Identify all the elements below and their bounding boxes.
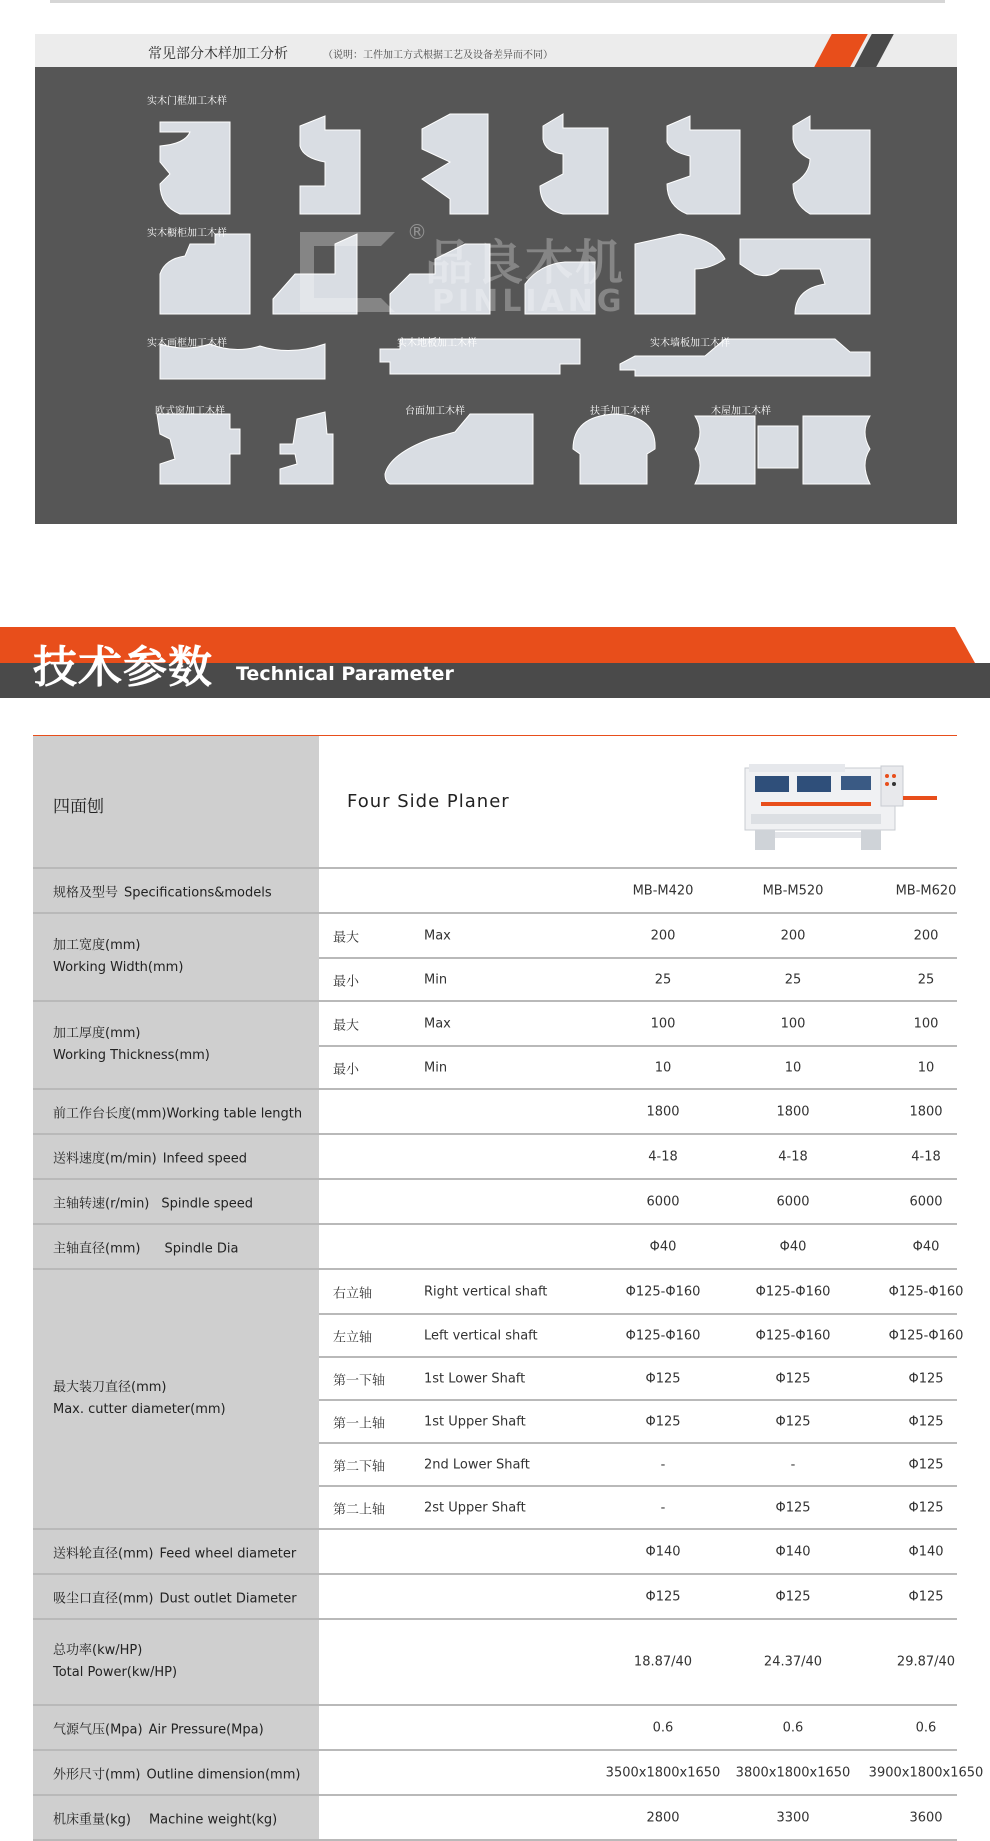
label-cn: 送料速度(m/min) (53, 1151, 157, 1166)
sub-label-en: 2st Upper Shaft (424, 1500, 526, 1515)
sub-row (319, 1313, 964, 1356)
value-cell: 6000 (646, 1194, 680, 1209)
label-cn: 加工宽度(mm) (53, 938, 141, 953)
sub-label-cn: 第二下轴 (333, 1459, 386, 1474)
category-wall: 实木墙板加工木样 (650, 338, 730, 349)
sub-row (319, 1002, 957, 1045)
value-cell: Φ140 (775, 1544, 811, 1559)
door-frame-profile-5 (667, 116, 740, 214)
label-working-width (33, 914, 319, 1000)
sub-label-cn: 左立轴 (333, 1330, 373, 1345)
sub-label-cn: 第二上轴 (333, 1502, 386, 1517)
value-cell: 10 (784, 1060, 802, 1075)
wood-house-profile-1 (695, 416, 755, 484)
value-cell: Φ125 (908, 1371, 944, 1386)
value-cell: Φ125 (908, 1500, 944, 1515)
sub-label-cn: 最大 (333, 930, 360, 945)
label-spindle-dia (33, 1225, 319, 1268)
sub-row (319, 1356, 957, 1399)
value-cell: Φ40 (649, 1239, 677, 1254)
sub-label-cn: 第一下轴 (333, 1373, 386, 1388)
category-door-frame: 实木门框加工木样 (147, 96, 227, 107)
value-cell: 200 (913, 928, 939, 943)
row-feed-wheel (33, 1530, 957, 1575)
sub-label-cn: 右立轴 (333, 1286, 373, 1301)
value-cell: 100 (913, 1016, 939, 1031)
value-cell: Φ125-Φ160 (755, 1328, 831, 1343)
value-cell: 10 (917, 1060, 935, 1075)
sub-row (319, 1485, 957, 1528)
value-cell: 2800 (646, 1810, 680, 1825)
wood-house-profile-3 (803, 416, 870, 484)
label-en: Feed wheel diameter (159, 1546, 297, 1561)
label-table-length (33, 1090, 319, 1133)
label-dust-outlet (33, 1575, 319, 1618)
label-cn: 主轴转速(r/min) (53, 1196, 150, 1211)
label-en: Infeed speed (162, 1151, 248, 1166)
label-cn: 主轴直径(mm) (53, 1241, 141, 1256)
value-cell: 100 (780, 1016, 806, 1031)
door-frame-profile-2 (300, 116, 360, 214)
label-working-thickness (33, 1002, 319, 1088)
value-cell: 6000 (909, 1194, 943, 1209)
sub-label-en: Min (424, 1060, 448, 1075)
value-cell: 4-18 (911, 1149, 941, 1164)
value-cell: Φ125-Φ160 (888, 1328, 964, 1343)
banner-title-cn: 技术参数 (33, 642, 213, 693)
row-spindle-speed (33, 1180, 957, 1225)
label-cn: 前工作台长度(mm) (53, 1106, 167, 1121)
value-cell: Φ125 (645, 1414, 681, 1429)
value-cell: 25 (917, 972, 935, 987)
label-en: Outline dimension(mm) (146, 1767, 301, 1782)
value-cell: Φ125 (908, 1457, 944, 1472)
value-cell: - (660, 1457, 666, 1472)
wood-samples-panel (35, 34, 957, 524)
category-wood-house: 木屋加工木样 (711, 406, 771, 417)
value-cell: 1800 (909, 1104, 943, 1119)
category-floor: 实木地板加工木样 (397, 338, 477, 349)
product-name-cn: 四面刨 (53, 797, 104, 817)
value-cell: 4-18 (778, 1149, 808, 1164)
sub-label-en: 2nd Lower Shaft (424, 1457, 530, 1472)
label-en: Working table length (166, 1106, 303, 1121)
planer-machine-image (741, 758, 941, 858)
sub-label-cn: 最小 (333, 1062, 360, 1077)
label-cn: 送料轮直径(mm) (53, 1546, 154, 1561)
value-cell: Φ125 (645, 1371, 681, 1386)
label-en: Dust outlet Diameter (159, 1591, 297, 1606)
cabinet-profile-6 (740, 239, 870, 314)
label-machine-weight (33, 1796, 319, 1839)
label-en: Working Width(mm) (53, 960, 184, 975)
row-dust-outlet (33, 1575, 957, 1620)
door-frame-profile-3 (422, 114, 488, 214)
sub-row (319, 1399, 957, 1442)
value-cell: 4-18 (648, 1149, 678, 1164)
label-cutter-diameter (33, 1270, 319, 1528)
value-cell: 3300 (776, 1810, 810, 1825)
watermark-cn: 品良木机 (425, 235, 626, 291)
value-cell: Φ125 (775, 1500, 811, 1515)
value-cell: 10 (654, 1060, 672, 1075)
value-cell: 200 (650, 928, 676, 943)
value-cell: Φ125-Φ160 (755, 1284, 831, 1299)
label-cn: 外形尺寸(mm) (53, 1767, 141, 1782)
value-cell: 0.6 (652, 1720, 674, 1735)
sub-label-en: Right vertical shaft (424, 1284, 548, 1299)
label-cn: 加工厚度(mm) (53, 1026, 141, 1041)
category-euro-window: 欧式窗加工木样 (155, 406, 225, 417)
value-cell: Φ125 (908, 1589, 944, 1604)
value-cell: 25 (784, 972, 802, 987)
label-infeed-speed (33, 1135, 319, 1178)
label-en: Spindle speed (161, 1196, 254, 1211)
sub-label-en: Max (424, 1016, 451, 1031)
watermark-logo-icon (300, 232, 395, 312)
label-specifications (33, 869, 319, 912)
value-cell: Φ125-Φ160 (625, 1328, 701, 1343)
sub-label-en: 1st Lower Shaft (424, 1371, 526, 1386)
countertop-profile (385, 414, 533, 484)
watermark-en: PINLIANG (432, 284, 626, 319)
sub-label-cn: 第一上轴 (333, 1416, 386, 1431)
row-infeed-speed (33, 1135, 957, 1180)
value-cell: 1800 (646, 1104, 680, 1119)
banner-title-en: Technical Parameter (236, 663, 454, 685)
section-banner (0, 627, 990, 698)
value-cell: - (660, 1500, 666, 1515)
label-cn: 机床重量(kg) (53, 1812, 131, 1827)
model-2: MB-M520 (762, 883, 824, 898)
value-cell: Φ40 (779, 1239, 807, 1254)
label-en: Air Pressure(Mpa) (148, 1722, 264, 1737)
label-en: Specifications&models (124, 885, 272, 900)
label-total-power (33, 1620, 319, 1704)
row-machine-weight (33, 1796, 957, 1841)
door-frame-profile-6 (793, 116, 870, 214)
value-cell: Φ140 (645, 1544, 681, 1559)
value-cell: 3600 (909, 1810, 943, 1825)
product-name-en: Four Side Planer (347, 791, 510, 812)
sub-row (319, 1442, 957, 1485)
top-divider (50, 0, 945, 3)
value-cell: 3500x1800x1650 (605, 1765, 721, 1780)
value-cell: Φ125 (775, 1589, 811, 1604)
sub-label-en: Min (424, 972, 448, 987)
value-cell: 100 (650, 1016, 676, 1031)
sub-row (319, 1270, 964, 1313)
value-cell: - (790, 1457, 796, 1472)
value-cell: 6000 (776, 1194, 810, 1209)
euro-window-profile-1 (157, 414, 240, 484)
sub-row (319, 1045, 957, 1088)
samples-title: 常见部分木样加工分析 (148, 46, 288, 62)
model-1: MB-M420 (632, 883, 694, 898)
value-cell: Φ125 (908, 1414, 944, 1429)
sub-label-cn: 最大 (333, 1018, 360, 1033)
value-cell: 3900x1800x1650 (868, 1765, 984, 1780)
door-frame-profile-4 (540, 114, 608, 214)
wood-house-profile-2 (758, 426, 798, 468)
sub-label-en: Max (424, 928, 451, 943)
category-handrail: 扶手加工木样 (590, 406, 650, 417)
watermark-registered-mark: ® (407, 220, 427, 244)
sub-row (319, 957, 957, 1000)
label-outline-dimension (33, 1751, 319, 1794)
sub-label-en: Left vertical shaft (424, 1328, 538, 1343)
label-cn: 气源气压(Mpa) (53, 1722, 143, 1737)
sub-label-en: 1st Upper Shaft (424, 1414, 526, 1429)
value-cell: Φ40 (912, 1239, 940, 1254)
row-outline-dimension (33, 1751, 984, 1796)
handrail-profile (573, 414, 655, 484)
samples-note: （说明：工件加工方式根据工艺及设备差异而不同） (323, 50, 553, 61)
euro-window-profile-2 (280, 412, 333, 484)
value-cell: Φ140 (908, 1544, 944, 1559)
value-cell: 0.6 (782, 1720, 804, 1735)
value-cell: 18.87/40 (633, 1654, 693, 1670)
model-3: MB-M620 (895, 883, 957, 898)
label-cn: 规格及型号 (53, 885, 119, 900)
value-cell: Φ125-Φ160 (625, 1284, 701, 1299)
cabinet-profile-1 (160, 234, 250, 314)
value-cell: Φ125 (775, 1371, 811, 1386)
value-cell: Φ125 (645, 1589, 681, 1604)
product-header-row (33, 736, 957, 869)
door-frame-profile-1 (160, 122, 230, 214)
sub-label-cn: 最小 (333, 974, 360, 989)
label-cn: 最大装刀直径(mm) (53, 1380, 167, 1395)
value-cell: 29.87/40 (896, 1654, 956, 1670)
row-spindle-dia (33, 1225, 957, 1270)
row-cutter-diameter (33, 1270, 964, 1530)
row-table-length (33, 1090, 957, 1135)
row-total-power (33, 1620, 957, 1706)
value-cell: 3800x1800x1650 (735, 1765, 851, 1780)
row-air-pressure (33, 1706, 957, 1751)
brand-watermark (300, 220, 720, 334)
value-cell: 0.6 (915, 1720, 937, 1735)
spec-table (33, 735, 984, 1841)
product-label-cell (33, 736, 319, 867)
label-en: Spindle Dia (164, 1241, 239, 1256)
value-cell: Φ125-Φ160 (888, 1284, 964, 1299)
sub-row (319, 914, 957, 957)
value-cell: 1800 (776, 1104, 810, 1119)
row-working-width (33, 914, 957, 1002)
label-en: Machine weight(kg) (148, 1812, 278, 1827)
label-cn: 总功率(kw/HP) (53, 1643, 143, 1658)
value-cell: Φ125 (775, 1414, 811, 1429)
category-cabinet: 实木橱柜加工木样 (147, 228, 227, 239)
label-spindle-speed (33, 1180, 319, 1223)
value-cell: 200 (780, 928, 806, 943)
row-working-thickness (33, 1002, 957, 1090)
value-cell: 25 (654, 972, 672, 987)
category-countertop: 台面加工木样 (405, 406, 465, 417)
label-en: Max. cutter diameter(mm) (53, 1402, 226, 1417)
picture-frame-profile (160, 344, 325, 379)
label-feed-wheel (33, 1530, 319, 1573)
category-picture-frame: 实木画框加工木样 (147, 338, 227, 349)
label-air-pressure (33, 1706, 319, 1749)
label-cn: 吸尘口直径(mm) (53, 1591, 154, 1606)
value-cell: 24.37/40 (763, 1654, 823, 1670)
label-en: Working Thickness(mm) (53, 1048, 210, 1063)
row-specifications (33, 869, 957, 914)
label-en: Total Power(kw/HP) (53, 1665, 178, 1680)
